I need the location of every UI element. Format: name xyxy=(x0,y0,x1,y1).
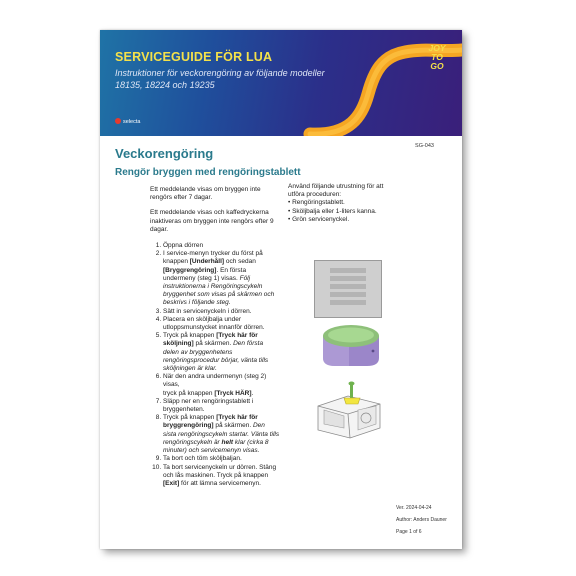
step-item: 8. Tryck på knappen [Tryck här för bryggrengöring] på skärmen. Den sista rengöringscykeln startar. Vänta tills rengöringscykeln är helt klar (cirka 8 minuter) och servicemenyn visas. xyxy=(163,414,280,455)
equipment-list xyxy=(288,199,398,224)
banner-subtitle: Instruktioner för veckorengöring av följande modeller 18135, 18224 och 19235 xyxy=(115,68,325,90)
step-item: 3. Sätt in servicenyckeln i dörren. xyxy=(163,308,280,316)
banner-title: SERVICEGUIDE FÖR LUA xyxy=(115,50,273,64)
page-title: Veckorengöring xyxy=(115,146,214,161)
rinse-basin-image xyxy=(319,320,383,370)
brand-logo: selecta xyxy=(115,118,140,125)
step-item: 5. Tryck på knappen [Tryck här för sköljning] på skärmen. Den första delen av bryggenhetens rengöringsprocedur börjar, vänta tills sköljningen är klar. xyxy=(163,332,280,373)
step-item: 7. Släpp ner en rengöringstablett i bryggenheten. xyxy=(163,398,280,414)
version-label: Ver. 2024-04-24 xyxy=(396,505,432,511)
steps-list xyxy=(150,242,280,488)
author-label: Author: Anders Dauner xyxy=(396,517,447,523)
slogan: JOY TO GO xyxy=(428,43,446,71)
intro-paragraph: Ett meddelande visas och kaffedryckerna inaktiveras om bryggen inte rengörs efter 9 dagar. xyxy=(150,209,274,233)
page-number: Page 1 of 6 xyxy=(396,529,422,535)
step-item: 6. När den andra undermenyn (steg 2) visas, tryck på knappen [Tryck HÄR]. xyxy=(163,373,280,398)
equipment-item: • Grön servicenyckel. xyxy=(288,216,398,224)
step-item: 9. Ta bort och töm sköljbaljan. xyxy=(163,455,280,463)
document-page xyxy=(100,30,462,549)
screen-image xyxy=(314,260,382,318)
section-subtitle: Rengör bryggen med rengöringstablett xyxy=(115,167,301,178)
step-item: 4. Placera en sköljbalja under utloppsmunstycket innanför dörren. xyxy=(163,316,280,332)
step-item: 1. Öppna dörren xyxy=(163,242,280,250)
document-number: SG-043 xyxy=(415,143,434,149)
header-banner xyxy=(100,30,462,136)
equipment-intro: Använd följande utrustning för att utföra proceduren: xyxy=(288,183,384,199)
brand-dot-icon xyxy=(115,118,121,124)
step-item: 2. I service-menyn trycker du först på knappen [Underhåll] och sedan [Bryggrengöring]. En första undermeny (steg 1) visas. Följ instruktionerna i Rengöringscykeln bryggenhet som visas på skärmen och beskrivs i följande steg. xyxy=(163,250,280,307)
intro-paragraph: Ett meddelande visas om bryggen inte rengörs efter 7 dagar. xyxy=(150,186,261,202)
instructions-column xyxy=(150,186,280,488)
brewer-unit-image xyxy=(314,380,390,444)
equipment-item: • Rengöringstablett. xyxy=(288,199,398,207)
step-item: 10. Ta bort servicenyckeln ur dörren. Stäng och lås maskinen. Tryck på knappen [Exit] för att lämna servicemenyn. xyxy=(163,464,280,489)
equipment-item: • Sköljbalja eller 1-liters kanna. xyxy=(288,208,398,216)
equipment-column xyxy=(288,183,398,224)
